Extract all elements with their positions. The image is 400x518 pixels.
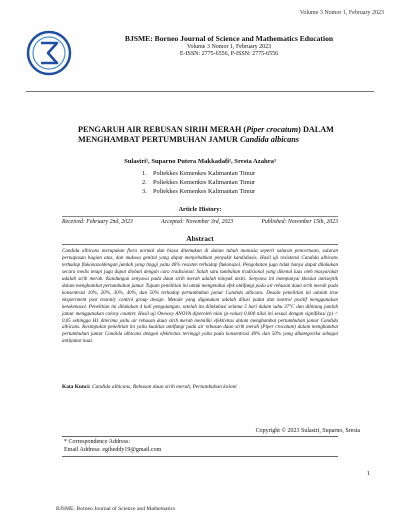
page-number: 1 [366, 470, 370, 477]
keywords [62, 384, 338, 390]
history-label: Article History: [178, 206, 222, 213]
correspondence-label: * Correspondence Address: [64, 439, 130, 445]
keywords-label: Kata Kunci: [62, 384, 91, 390]
correspondence-email: Email Address: egiheddy19@gmail.com [64, 447, 162, 454]
affiliation-number: 1. [142, 170, 147, 177]
affiliation-item [142, 188, 255, 197]
journal-name: BJSME: Borneo Journal of Science and Mathematics Education [124, 34, 334, 43]
journal-logo-icon [26, 30, 72, 76]
affiliation-text: Poltekkes Kemenkes Kalimantan Timur [153, 187, 256, 195]
abstract-title: Abstract [186, 234, 214, 243]
affiliation-number: 3. [142, 187, 147, 195]
journal-volume: Volume 3 Nomor 1, February 2023 [186, 44, 272, 50]
correspondence-rule-bottom [62, 456, 338, 457]
affiliation-text: Poltekkes Kemenkes Kalimantan Timur [153, 178, 256, 186]
correspondence-rule-top [62, 436, 338, 437]
title-line2-part: MENGHAMBAT PERTUMBUHAN JAMUR [78, 135, 241, 145]
received-date: Received: February 2nd, 2023 [62, 219, 133, 225]
author-list: Sulastri¹, Suparno Putera Makkadafi², Sresta Azahra³ [124, 158, 276, 165]
published-date: Published: November 15th, 2023 [261, 219, 338, 225]
title-line1-end: ) DALAM [298, 125, 334, 134]
journal-title-block [84, 34, 374, 57]
affiliation-number: 2. [142, 178, 147, 186]
journal-header [26, 30, 374, 92]
keywords-value: Candida albicans, Rebusan daun sirih merah, Pertumbuhan koloni [91, 384, 237, 390]
abstract-text: Candida albicans merupakan flora normal dan biasa ditemukan di dalam tubuh manusia seperti saluran pencernaan, saluran pernapasan bagian atas, dan mukosa genital yang dapat menyebabkan penyakit kandidiasis. Hasil uji resistensi Candida albicans terhadap flukonazoldengan jumlah yang tinggi yaitu 46% resisten terhadap flukonazol. Pengobatan juga tidak hanya dapat dilakukan secara medis tetapi juga dapat diobati dengan cara tradisional. Salah satu tumbuhan tradisional yang dikenal luas oleh masyarakat adalah sirih merah. Kandungan senyawa pada daun sirih merah adalah minyak atsiri. Senyawa ini mempunyai khasiat antiseptik dalam menghambat pertumbuhan jamur. Tujuan penelitian ini untuk mengetahui efek antifungi pada air rebusan daun sirih merah pada konsentrasi 10%, 20%, 30%, 40%, dan 50% terhadap pertumbuhan jamur Candida albicans. Desain penelitian ini adalah true eksperiment post testonly control group design. Metode yang digunakan adalah dilusi padat dan kontrol positif menggunakan ketokenazol. Penelitian ini dilakukan 4 kali pengulangan, setelah itu diinkubasi selama 5 hari dalam suhu 37°C dan dihitung jumlah jamur menggunakan colony counter. Hasil uji Oneway ANOVA diperoleh nilai (p-value) 0,000 nilai ini sesuai dengan signifikasi (p) < 0,05 sehingga H1 diterima yaitu air rebusan daun sirih merah memiliki efektivitas dalam menghambat pertumbuhan jamur Candida albicans. Kesimpulan penelitian ini yaitu kualitas antifungi pada air rebusan daun sirih merah (Piper crocatum) dalam menghambat pertumbuhan jamur Candida albicans dengan efektivitas tertinggi yaitu pada konsentrasi 40% dan 50% yang dikategorika sebagai antijamur kuat. [62, 248, 338, 345]
article-history [62, 219, 338, 225]
abstract-rule [62, 244, 338, 245]
affiliation-list [142, 170, 255, 197]
journal-issn: E-ISSN: 2775-6556, P-ISSN: 2775-6556 [179, 51, 279, 57]
copyright-notice: Copyright © 2023 Sulastri, Suparno, Sresta [255, 428, 360, 434]
accepted-date: Accepted: November 3rd, 2023 [160, 219, 234, 225]
affiliation-text: Poltekkes Kemenkes Kalimantan Timur [153, 170, 256, 177]
title-species-2: Candida albicans [240, 135, 299, 145]
header-rule [26, 91, 374, 92]
affiliation-item [142, 170, 255, 179]
title-line1-part: PENGARUH AIR REBUSAN SIRIH MERAH ( [78, 125, 247, 134]
article-title [78, 125, 378, 146]
running-head: Volume 3 Nomor 1, February 2023 [299, 10, 384, 16]
title-species-1: Piper crocatum [246, 125, 299, 134]
history-rule-top [62, 216, 338, 217]
page-footer: BJSME: Borneo Journal of Science and Mathematics [56, 506, 176, 512]
affiliation-item [142, 179, 255, 188]
correspondence-block [64, 438, 161, 454]
